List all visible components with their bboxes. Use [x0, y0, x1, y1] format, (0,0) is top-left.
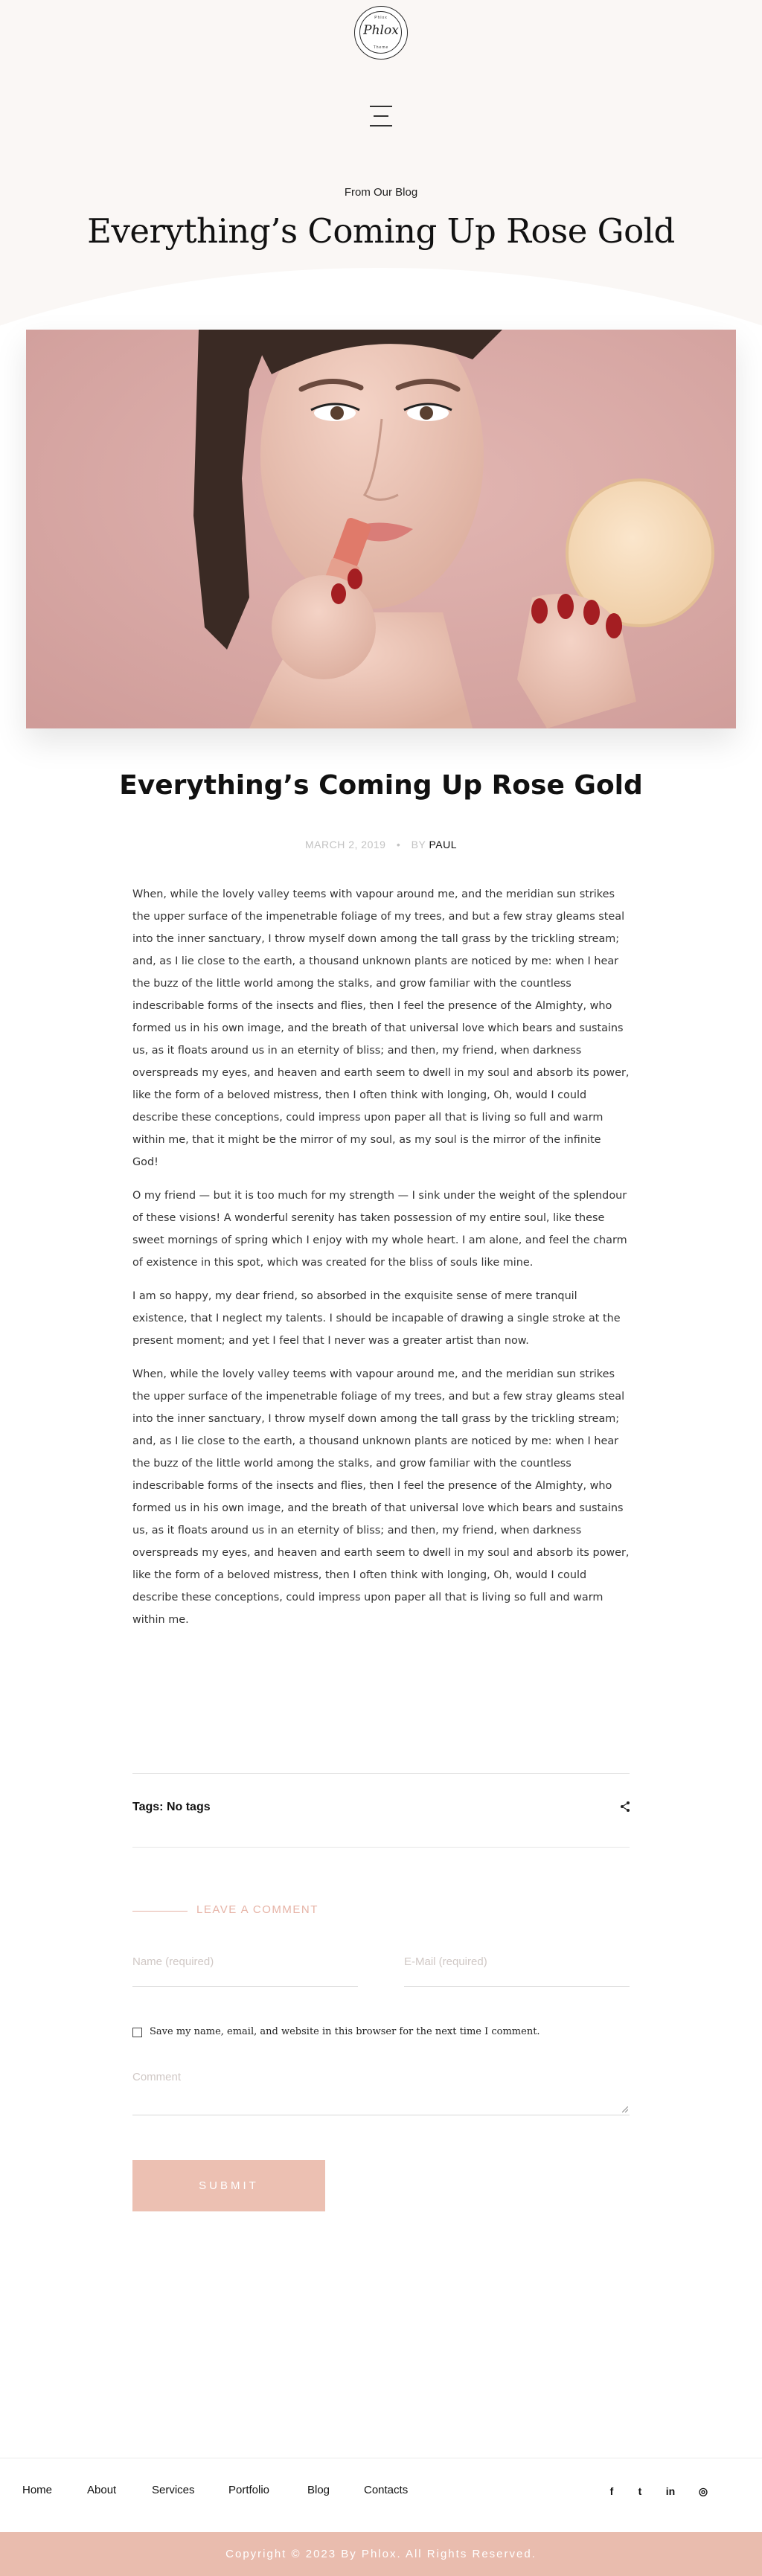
save-info-checkbox[interactable] — [132, 2028, 142, 2037]
footer-nav-blog[interactable]: Blog — [307, 2484, 330, 2496]
facebook-icon[interactable]: f — [609, 2485, 614, 2497]
meta-separator: • — [396, 839, 401, 850]
comment-placeholder: Comment — [132, 2071, 182, 2083]
comment-textarea[interactable] — [132, 2071, 630, 2115]
email-field-placeholder: E-Mail (required) — [404, 1955, 487, 1968]
article-date[interactable]: MARCH 2, 2019 — [305, 839, 386, 850]
footer-nav-portfolio[interactable]: Portfolio — [228, 2484, 270, 2496]
footer-nav-contacts[interactable]: Contacts — [364, 2484, 409, 2496]
menu-icon-line — [370, 106, 392, 107]
tags-label: Tags: — [132, 1801, 164, 1813]
submit-button[interactable]: SUBMIT — [132, 2160, 325, 2211]
article-paragraph: When, while the lovely valley teems with vapour around me, and the meridian sun strikes the upper surface of the impenetrable foliage of my trees, and but a few stray gleams steal into the inner sanctuary, I throw myself down among the tall grass by the trickling stream; and, as I lie close to the earth, a thousand unknown plants are noticed by me: when I hear the buzz of the little world among the stalks, and grow familiar with the countless indescribable forms of the insects and flies, then I feel the presence of the Almighty, who formed us in his own image, and the breath of that universal love which bears and sustains us, as it floats around us in an eternity of bliss; and then, my friend, when darkness overspreads my eyes, and heaven and earth seem to dwell in my soul and absorb its power, like the form of a beloved mistress, then I often think with longing, Oh, would I could describe these conceptions, could impress upon paper all that is living so full and warm within me. — [132, 1368, 630, 1626]
article-paragraph: I am so happy, my dear friend, so absorbed in the exquisite sense of mere tranquil existence, that I neglect my talents. I should be incapable of drawing a single stroke at the present moment; and yet I feel that I never was a greater artist than now. — [132, 1290, 621, 1347]
comment-heading-text: LEAVE A COMMENT — [196, 1903, 318, 1916]
article-body — [132, 883, 630, 1642]
logo-bottom-text: Theme — [373, 45, 389, 50]
footer-nav-services[interactable]: Services — [152, 2484, 195, 2496]
copyright-bar — [0, 2532, 762, 2576]
name-field-placeholder: Name (required) — [132, 1955, 214, 1968]
logo-mark: Phlox — [363, 23, 399, 38]
save-info-label[interactable]: Save my name, email, and website in this browser for the next time I comment. — [150, 2026, 540, 2037]
menu-icon-line — [370, 125, 392, 126]
tags-row — [132, 1801, 211, 1814]
page-eyebrow: From Our Blog — [344, 186, 418, 199]
site-logo[interactable] — [354, 6, 408, 60]
article-meta — [0, 839, 762, 850]
email-field[interactable] — [404, 1955, 630, 1987]
article-title: Everything’s Coming Up Rose Gold — [119, 770, 643, 801]
featured-image — [26, 330, 736, 728]
article-author[interactable]: PAUL — [429, 839, 457, 850]
tags-bottom-divider — [132, 1847, 630, 1848]
resize-grip-icon[interactable] — [622, 2106, 628, 2112]
page-title: Everything’s Coming Up Rose Gold — [87, 211, 675, 251]
instagram-icon[interactable]: ◎ — [698, 2485, 708, 2497]
article-by-label: BY — [411, 839, 426, 850]
share-icon[interactable] — [619, 1801, 631, 1813]
comment-heading-line — [132, 1911, 188, 1912]
article-paragraph: When, while the lovely valley teems with vapour around me, and the meridian sun strikes the upper surface of the impenetrable foliage of my trees, and but a few stray gleams steal into the inner sanctuary, I throw myself down among the tall grass by the trickling stream; and, as I lie close to the earth, a thousand unknown plants are noticed by me: when I hear the buzz of the little world among the stalks, and grow familiar with the countless indescribable forms of the insects and flies, then I feel the presence of the Almighty, who formed us in his own image, and the breath of that universal love which bears and sustains us, as it floats around us in an eternity of bliss; and then, my friend, when darkness overspreads my eyes, and heaven and earth seem to dwell in my soul and absorb its power, like the form of a beloved mistress, then I often think with longing, Oh, would I could describe these conceptions, could impress upon paper all that is living so full and warm within me, that it might be the mirror of my soul, as my soul is the mirror of the infinite God! — [132, 888, 630, 1168]
article-paragraph: O my friend — but it is too much for my strength — I sink under the weight of the splendour of these visions! A wonderful serenity has taken possession of my entire soul, like these sweet mornings of spring which I enjoy with my whole heart. I am alone, and feel the charm of existence in this spot, which was created for the bliss of souls like mine. — [132, 1190, 627, 1269]
menu-icon[interactable] — [370, 103, 392, 129]
tags-top-divider — [132, 1773, 630, 1774]
name-field[interactable] — [132, 1955, 358, 1987]
linkedin-icon[interactable]: in — [665, 2485, 676, 2497]
featured-image-illustration — [26, 330, 736, 728]
footer-nav-home[interactable]: Home — [22, 2484, 53, 2496]
copyright-text: Copyright © 2023 By Phlox. All Rights Reserved. — [225, 2548, 537, 2560]
menu-icon-line — [374, 115, 388, 117]
tags-value: No tags — [166, 1801, 211, 1813]
footer-nav-about[interactable]: About — [87, 2484, 117, 2496]
logo-top-text: Phlox — [374, 16, 388, 20]
twitter-icon[interactable]: t — [638, 2485, 642, 2497]
